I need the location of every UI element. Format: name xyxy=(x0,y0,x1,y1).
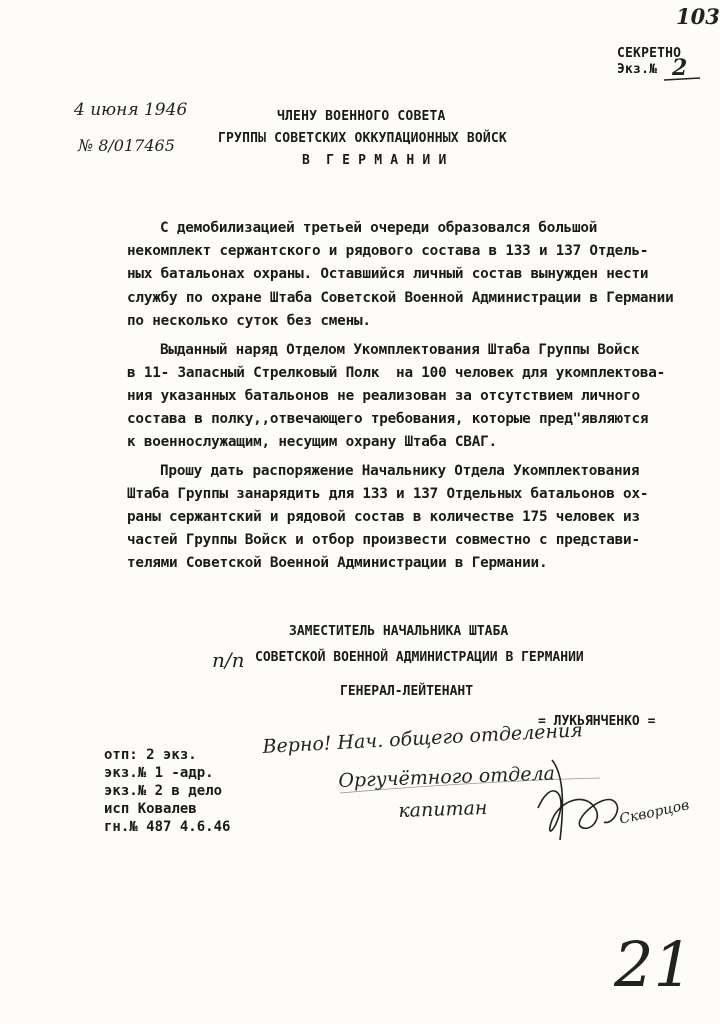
distribution-line-5: гн.№ 487 4.6.46 xyxy=(104,819,231,835)
certification-line-2: Оргучётного отдела xyxy=(338,762,556,792)
addressee-line-2: ГРУППЫ СОВЕТСКИХ ОККУПАЦИОННЫХ ВОЙСК xyxy=(218,131,507,146)
body-line-4: службу по охране Штаба Советской Военной Администрации в Германии xyxy=(127,290,674,306)
signatory-title: ЗАМЕСТИТЕЛЬ НАЧАЛЬНИКА ШТАБА xyxy=(289,624,509,639)
classification-stamp: СЕКРЕТНО xyxy=(617,46,682,61)
body-line-8: ния указанных батальонов не реализован за отсутствием личного xyxy=(127,388,640,404)
distribution-line-1: отп: 2 экз. xyxy=(104,747,197,763)
body-line-15: телями Советской Военной Администрации в Германии. xyxy=(127,555,548,571)
distribution-line-2: экз.№ 1 -адр. xyxy=(104,765,214,781)
certification-line-1: Верно! Нач. общего отделения xyxy=(262,719,584,758)
distribution-line-3: экз.№ 2 в дело xyxy=(104,783,223,799)
registration-date: 4 июня 1946 xyxy=(74,100,188,120)
body-line-7: в 11- Запасный Стрелковый Полк на 100 человек для укомплектова- xyxy=(127,365,666,381)
body-line-3: ных батальонах охраны. Оставшийся личный состав вынужден нести xyxy=(127,266,649,282)
body-line-12: Штаба Группы занарядить для 133 и 137 Отдельных батальонов ох- xyxy=(127,486,649,502)
signatory-organization: СОВЕТСКОЙ ВОЕННОЙ АДМИНИСТРАЦИИ В ГЕРМАНИИ xyxy=(255,650,584,665)
body-line-5: по несколько суток без смены. xyxy=(127,313,371,329)
certification-line-3: капитан xyxy=(398,796,488,822)
body-line-1: С демобилизацией третьей очереди образовался большой xyxy=(160,220,598,236)
body-line-9: состава в полку,,отвечающего требования, которые пред"являются xyxy=(127,411,649,427)
addressee-line-3: В Г Е Р М А Н И И xyxy=(302,153,447,168)
registration-number: № 8/017465 xyxy=(78,136,175,155)
body-line-10: к военнослужащим, несущим охрану Штаба СВАГ. xyxy=(127,434,497,450)
copy-label: Экз.№ xyxy=(617,62,658,77)
body-line-13: раны сержантский и рядовой состав в количестве 175 человек из xyxy=(127,509,640,525)
signatory-name: = ЛУКЬЯНЧЕНКО = xyxy=(538,714,656,729)
signature-scribble-icon xyxy=(538,760,618,840)
signatory-rank: ГЕНЕРАЛ-ЛЕЙТЕНАНТ xyxy=(340,684,474,699)
addressee-line-1: ЧЛЕНУ ВОЕННОГО СОВЕТА xyxy=(277,109,446,124)
handwritten-pp-mark: п/п xyxy=(212,648,245,672)
body-line-2: некомплект сержантского и рядового состава в 133 и 137 Отдель- xyxy=(127,243,649,259)
copy-number: 2 xyxy=(672,55,688,81)
body-line-14: частей Группы Войск и отбор произвести совместно с представи- xyxy=(127,532,640,548)
body-line-6: Выданный наряд Отделом Укомплектования Штаба Группы Войск xyxy=(160,342,640,358)
bottom-archive-number: 21 xyxy=(614,928,693,1001)
body-line-11: Прошу дать распоряжение Начальнику Отдела Укомплектования xyxy=(160,463,640,479)
signature-extra: Скворцов xyxy=(618,797,691,828)
archive-page-number: 103 xyxy=(676,4,720,29)
copy-number-underline xyxy=(664,78,700,80)
distribution-line-4: исп Ковалев xyxy=(104,801,197,817)
